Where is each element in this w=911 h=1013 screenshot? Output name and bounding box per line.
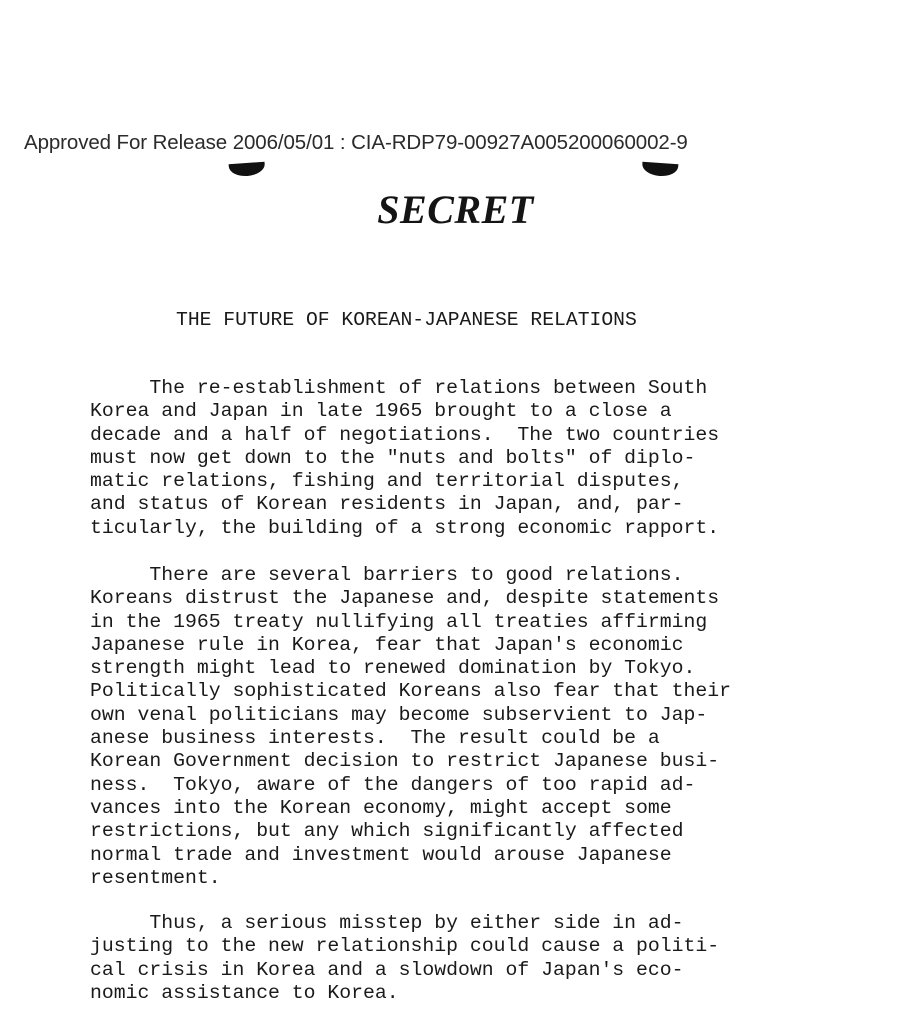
classification-marking: SECRET (377, 187, 534, 232)
paragraph-2: There are several barriers to good relations. Koreans distrust the Japanese and, despite statements in the 1965 treaty nullifying all treaties affirming Japanese rule in Korea, fear that Japan's economic strength might lead to renewed domination by Tokyo. Politically sophisticated Koreans also fear that their own venal politicians may become subservient to Jap- anese business interests. The result could be a Korean Government decision to restrict Japanese busi- ness. Tokyo, aware of the dangers of too rapid ad- vances into the Korean economy, might accept some restrictions, but any which significantly affected normal trade and investment would arouse Japanese resentment. (90, 564, 732, 889)
paragraph-1: The re-establishment of relations between South Korea and Japan in late 1965 brought to a close a decade and a half of negotiations. The two countries must now get down to the "nuts and bolts" of diplo- matic relations, fishing and territorial disputes, and status of Korean residents in Japan, and, par- ticularly, the building of a strong economic rapport. (90, 377, 720, 539)
binder-hole-mark-right (642, 162, 679, 177)
paragraph-3: Thus, a serious misstep by either side in ad- justing to the new relationship could cause a politi- cal crisis in Korea and a slowdown of Japan's eco- nomic assistance to Korea. (90, 912, 720, 1004)
document-title: THE FUTURE OF KOREAN-JAPANESE RELATIONS (176, 309, 637, 331)
release-stamp: Approved For Release 2006/05/01 : CIA-RDP79-00927A005200060002-9 (24, 131, 688, 154)
binder-hole-mark-left (229, 162, 266, 177)
